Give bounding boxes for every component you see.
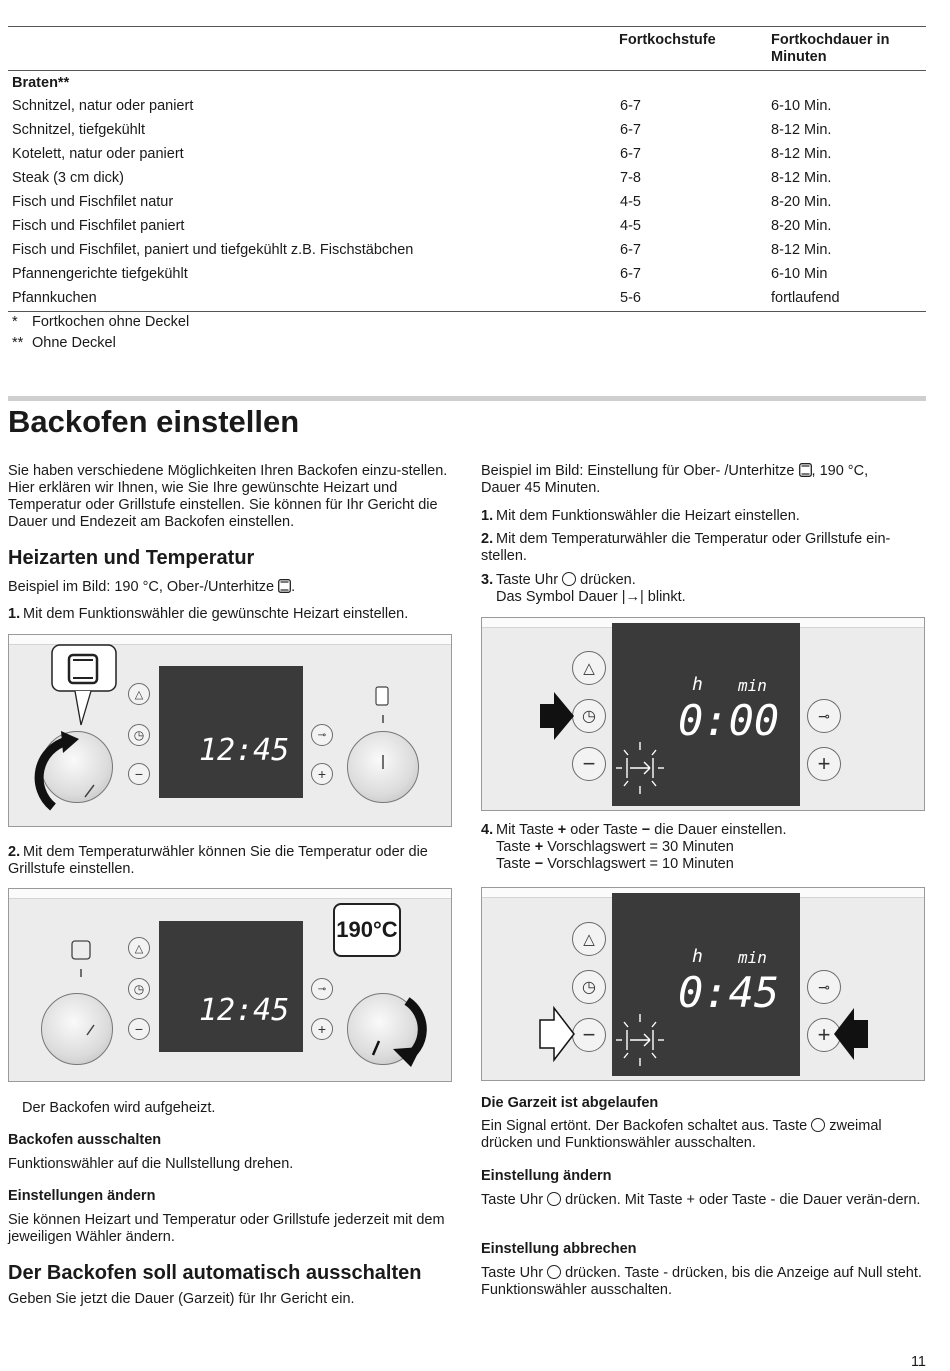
arrow-left-icon (834, 1008, 868, 1060)
clock-display: 12:45 (199, 993, 290, 1028)
plus-icon: + (817, 1022, 831, 1047)
plus-icon: + (557, 822, 567, 838)
plus-icon: + (817, 751, 831, 776)
bell-icon: △ (134, 942, 144, 955)
footnote: * Fortkochen ohne Deckel (12, 314, 190, 330)
heading-heizarten: Heizarten und Temperatur (8, 547, 255, 569)
table-top-rule (8, 26, 926, 27)
table-row: Kotelett, natur oder paniert 6-7 8-12 Min. (12, 146, 832, 162)
clock-icon: ◷ (133, 728, 145, 742)
table-row: Fisch und Fischfilet natur 4-5 8-20 Min. (12, 194, 832, 210)
plus-icon: + (317, 766, 327, 782)
unit-h: h (692, 674, 703, 695)
cancel-text: Taste Uhr drücken. Taste - drücken, bis die Anzeige auf Null steht. Funktionswähler ausschalten. (481, 1265, 922, 1298)
table-row: Fisch und Fischfilet paniert 4-5 8-20 Min. (12, 218, 832, 234)
off-text: Funktionswähler auf die Nullstellung drehen. (8, 1156, 294, 1172)
oven-panel-4 (481, 887, 925, 1081)
arrow-right-outline-icon (540, 1008, 574, 1060)
step-left-2: 2. Mit dem Temperaturwähler können Sie die Temperatur oder die Grillstufe einstellen. (8, 844, 428, 877)
table-row: Schnitzel, natur oder paniert 6-7 6-10 Min. (12, 98, 832, 114)
step-left-1: 1. Mit dem Funktionswähler die gewünschte Heizart einstellen. (8, 606, 409, 622)
table-header-stufe: Fortkochstufe (619, 32, 716, 48)
key-icon: ⊸ (818, 707, 830, 724)
panel-1-overlay (9, 635, 453, 828)
oven-panel-3 (481, 617, 925, 811)
table-row: Schnitzel, tiefgekühlt 6-7 8-12 Min. (12, 122, 832, 138)
clock-icon (547, 1265, 561, 1279)
panel-4-overlay (482, 888, 926, 1082)
edit-text: Taste Uhr drücken. Mit Taste + oder Taste - die Dauer verän-dern. (481, 1192, 921, 1208)
minus-icon: − (134, 1021, 144, 1037)
footnote: ** Ohne Deckel (12, 335, 116, 351)
step-right-2: 2. Mit dem Temperaturwähler die Temperatur oder Grillstufe ein-stellen. (481, 531, 891, 564)
done-text: Ein Signal ertönt. Der Backofen schaltet aus. Taste zweimal drücken und Funktionswähler ausschalten. (481, 1118, 882, 1151)
minus-icon: − (534, 856, 544, 872)
thermometer-icon (376, 687, 388, 705)
clock-icon (562, 572, 576, 586)
clock-icon: ◷ (582, 979, 596, 996)
oberunterhitze-icon (278, 579, 291, 593)
table-row: Pfannkuchen 5-6 fortlaufend (12, 290, 840, 306)
clock-icon (547, 1192, 561, 1206)
unit-min: min (738, 676, 767, 695)
unit-h: h (692, 946, 703, 967)
clock-icon: ◷ (133, 982, 145, 996)
minus-icon: − (134, 766, 144, 782)
heated-text: Der Backofen wird aufgeheizt. (22, 1100, 216, 1116)
bell-icon: △ (134, 688, 144, 701)
minus-icon: − (582, 1022, 596, 1047)
heading-edit: Einstellung ändern (481, 1168, 612, 1184)
clock-icon: ◷ (582, 708, 596, 725)
minus-icon: − (582, 751, 596, 776)
table-row: Fisch und Fischfilet, paniert und tiefgekühlt z.B. Fischstäbchen 6-7 8-12 Min. (12, 242, 832, 258)
page-title: Backofen einstellen (8, 404, 300, 439)
step-right-4: 4. Mit Taste + oder Taste − die Dauer einstellen. Taste + Vorschlagswert = 30 Minuten Taste − Vorschlagswert = 10 Minuten (481, 822, 787, 872)
auto-off-text: Geben Sie jetzt die Dauer (Garzeit) für Ihr Gericht ein. (8, 1291, 355, 1307)
step-right-1: 1. Mit dem Funktionswähler die Heizart einstellen. (481, 508, 800, 524)
change-text: Sie können Heizart und Temperatur oder Grillstufe jederzeit mit dem jeweiligen Wähler ändern. (8, 1212, 445, 1245)
key-icon: ⊸ (818, 978, 830, 995)
plus-icon: + (534, 839, 544, 855)
duration-blink-icon (616, 1014, 664, 1066)
heading-done: Die Garzeit ist abgelaufen (481, 1095, 659, 1111)
example-right: Beispiel im Bild: Einstellung für Ober- /Unterhitze , 190 °C, Dauer 45 Minuten. (481, 463, 869, 496)
step-right-3: 3. Taste Uhr drücken. Das Symbol Dauer |→| blinkt. (481, 572, 686, 605)
clock-display: 12:45 (199, 733, 290, 768)
panel-3-overlay (482, 618, 926, 812)
oven-panel-2 (8, 888, 452, 1082)
oberunterhitze-icon (799, 463, 812, 477)
plus-icon: + (317, 1021, 327, 1037)
intro-text: Sie haben verschiedene Möglichkeiten Ihren Backofen einzu-stellen. Hier erklären wir Ihnen, wie Sie Ihre gewünschte Heizart und Temperatur oder Grillstufe einstellen. Sie können für Ihr Gericht die Dauer und Endezeit am Backofen einstellen. (8, 463, 448, 530)
table-section-braten: Braten** (12, 75, 70, 91)
duration-blink-icon (616, 742, 664, 794)
bell-icon: △ (583, 660, 595, 677)
bell-icon: △ (583, 931, 595, 948)
panel-2-overlay (9, 889, 453, 1083)
section-rule (8, 396, 926, 401)
heading-off: Backofen ausschalten (8, 1132, 162, 1148)
minus-icon: − (641, 822, 651, 838)
function-symbol-icon (72, 941, 90, 959)
example-left: Beispiel im Bild: 190 °C, Ober-/Unterhitze . (8, 579, 296, 595)
key-icon: ⊸ (317, 983, 327, 995)
clock-icon (811, 1118, 825, 1132)
unit-min: min (738, 948, 767, 967)
heading-cancel: Einstellung abbrechen (481, 1241, 637, 1257)
temperature-callout: 190°C (333, 903, 401, 957)
arrow-right-icon (540, 692, 574, 740)
oven-panel-1 (8, 634, 452, 827)
table-row: Pfannengerichte tiefgekühlt 6-7 6-10 Min (12, 266, 828, 282)
duration-icon: |→| (621, 589, 644, 605)
heading-change: Einstellungen ändern (8, 1188, 156, 1204)
table-header-dauer: Fortkochdauer in Minuten (771, 32, 890, 65)
duration-display: 0:00 (678, 696, 780, 745)
heading-auto-off: Der Backofen soll automatisch ausschalten (8, 1262, 422, 1284)
page-number: 11 (910, 1354, 926, 1370)
table-row: Steak (3 cm dick) 7-8 8-12 Min. (12, 170, 832, 186)
duration-display: 0:45 (678, 968, 780, 1017)
key-icon: ⊸ (317, 729, 327, 741)
callout-pointer (75, 691, 91, 725)
